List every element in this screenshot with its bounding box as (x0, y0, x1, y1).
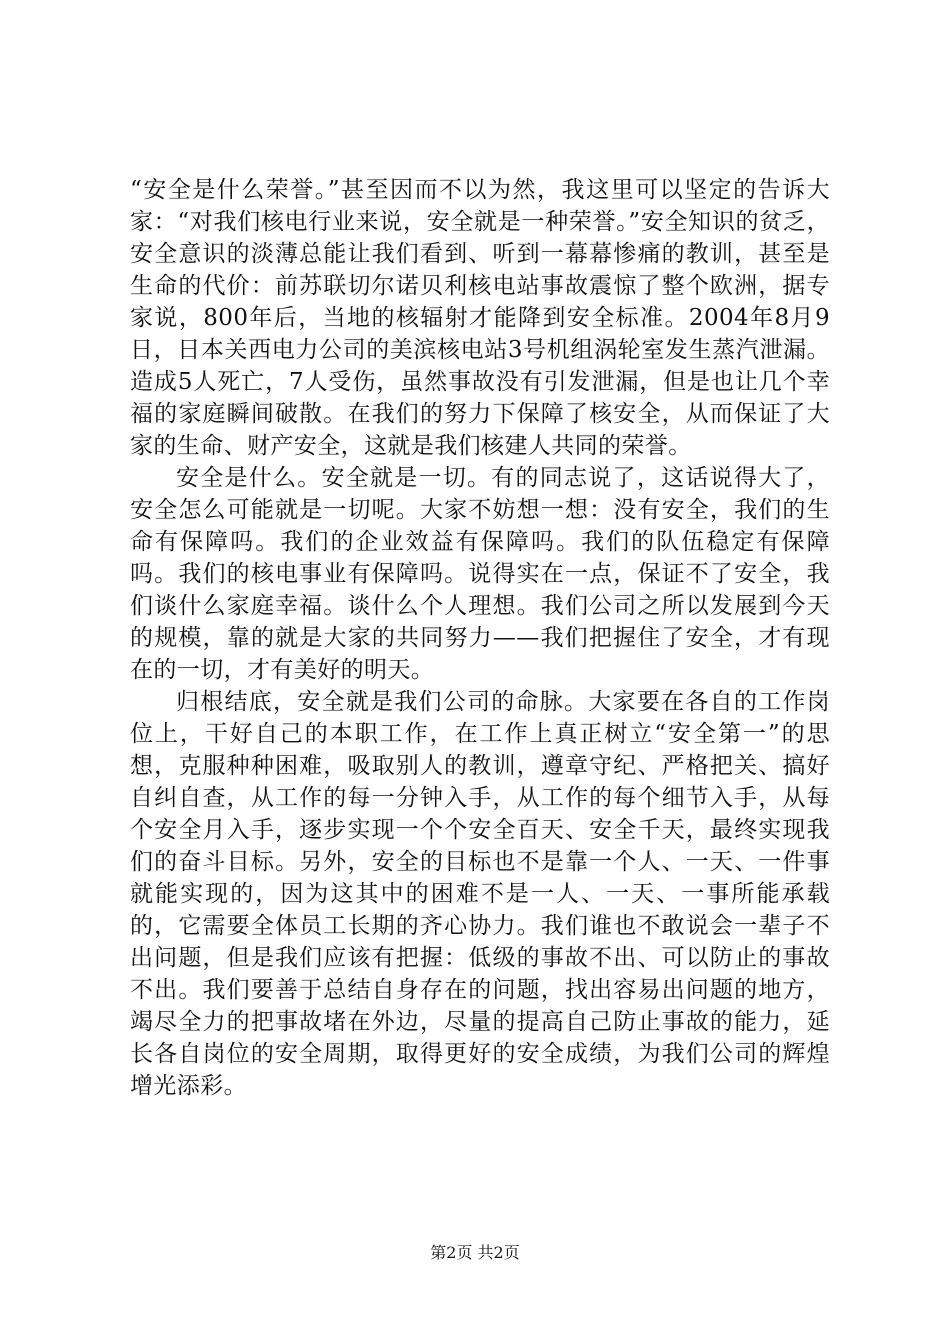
paragraph-2: 安全是什么。安全就是一切。有的同志说了，这话说得大了，安全怎么可能就是一切呢。大家不妨想一想：没有安全，我们的生命有保障吗。我们的企业效益有保障吗。我们的队伍稳定有保障吗。我们的核电事业有保障吗。说得实在一点，保证不了安全，我们谈什么家庭幸福。谈什么个人理想。我们公司之所以发展到今天的规模，靠的就是大家的共同努力——我们把握住了安全，才有现在的一切，才有美好的明天。 (130, 465, 830, 683)
paragraph-1: “安全是什么荣誉。”甚至因而不以为然，我这里可以坚定的告诉大家：“对我们核电行业来说，安全就是一种荣誉。”安全知识的贫乏，安全意识的淡薄总能让我们看到、听到一幕幕惨痛的教训，甚至是生命的代价：前苏联切尔诺贝利核电站事故震惊了整个欧洲，据专家说，800年后，当地的核辐射才能降到安全标准。2004年8月9日，日本关西电力公司的美滨核电站3号机组涡轮室发生蒸汽泄漏。造成5人死亡，7人受伤，虽然事故没有引发泄漏，但是也让几个幸福的家庭瞬间破散。在我们的努力下保障了核安全，从而保证了大家的生命、财产安全，这就是我们核建人共同的荣誉。 (130, 177, 830, 459)
paragraph-3: 归根结底，安全就是我们公司的命脉。大家要在各自的工作岗位上，干好自己的本职工作，在工作上真正树立“安全第一”的思想，克服种种困难，吸取别人的教训，遵章守纪、严格把关、搞好自纠自查，从工作的每一分钟入手，从工作的每个细节入手，从每个安全月入手，逐步实现一个个安全百天、安全千天，最终实现我们的奋斗目标。另外，安全的目标也不是靠一个人、一天、一件事就能实现的，因为这其中的困难不是一人、一天、一事所能承载的，它需要全体员工长期的齐心协力。我们谁也不敢说会一辈子不出问题，但是我们应该有把握：低级的事故不出、可以防止的事故不出。我们要善于总结自身存在的问题，找出容易出问题的地方，竭尽全力的把事故堵在外边，尽量的提高自己防止事故的能力，延长各自岗位的安全周期，取得更好的安全成绩，为我们公司的辉煌增光添彩。 (130, 689, 830, 1099)
page-number-footer: 第2页 共2页 (430, 1243, 520, 1262)
document-body (130, 174, 830, 1102)
